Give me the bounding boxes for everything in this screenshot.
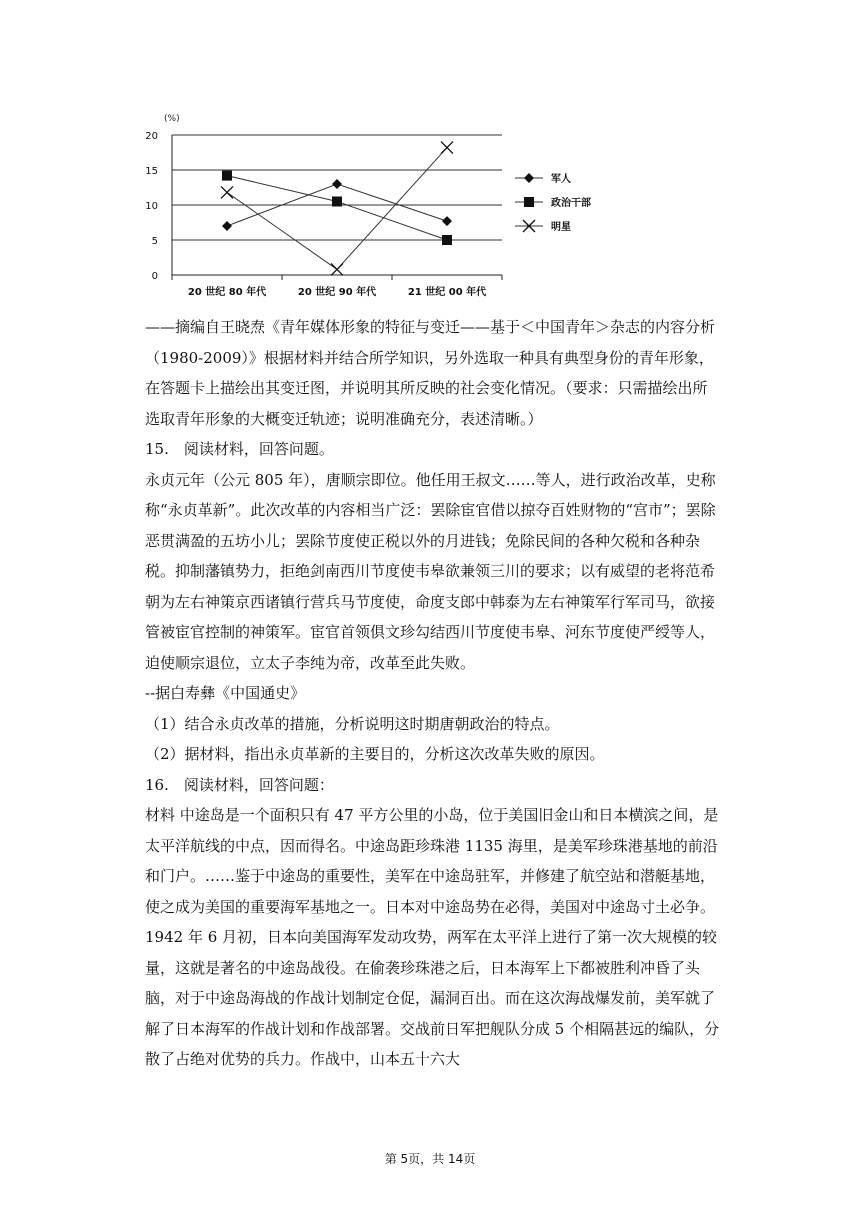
y-tick-label: 5 <box>151 236 158 247</box>
y-tick-label: 10 <box>145 201 158 212</box>
line-chart <box>130 108 630 308</box>
y-tick-label: 0 <box>151 271 158 282</box>
question-16-material: 材料 中途岛是一个面积只有 47 平方公里的小岛，位于美国旧金山和日本横滨之间，是太平洋航线的中点，因而得名。中途岛距珍珠港 1135 海里，是美军珍珠港基地的前沿和门户。……鉴于中途岛的重要性，美军在中途岛驻军，并修建了航空站和潜艇基地，使之成为美国的重要海军基地之一。日本对中途岛势在必得，美国对中途岛寸土必争。1942 年 6 月初，日本向美国海军发动攻势，两军在太平洋上进行了第一次大规模的较量，这就是著名的中途岛战役。在偷袭珍珠港之后，日本海军上下都被胜利冲昏了头脑，对于中途岛海战的作战计划制定仓促，漏洞百出。而在这次海战爆发前，美军就了解了日本海军的作战计划和作战部署。交战前日军把舰队分成 5 个相隔甚远的编队，分散了占绝对优势的兵力。作战中，山本五十六大 <box>145 806 720 1068</box>
data-point-diamond <box>442 216 452 226</box>
data-point-diamond <box>222 221 232 231</box>
data-point-square <box>442 235 452 245</box>
question-15-source: --据白寿彝《中国通史》 <box>145 684 306 702</box>
data-point-square <box>332 197 342 207</box>
chart-svg <box>130 108 630 308</box>
legend-marker-square <box>524 197 534 207</box>
y-tick-label: 20 <box>145 131 158 142</box>
source-citation-paragraph: ——摘编自王晓焘《青年媒体形象的特征与变迁——基于＜中国青年＞杂志的内容分析（1980-2009）》根据材料并结合所学知识，另外选取一种具有典型身份的青年形象，在答题卡上描绘出其变迁图，并说明其所反映的社会变化情况。（要求：只需描绘出所选取青年形象的大概变迁轨迹；说明准确充分，表述清晰。） <box>145 318 716 428</box>
legend-label: 政治干部 <box>551 198 591 209</box>
question-15-sub-1: （1）结合永贞改革的措施，分析说明这时期唐朝政治的特点。 <box>145 714 560 733</box>
page-number-footer: 第 5页，共 14页 <box>384 1152 476 1166</box>
document-body <box>145 312 720 1075</box>
y-tick-label: 15 <box>145 166 158 177</box>
x-tick-label: 21 世纪 00 年代 <box>407 287 487 298</box>
question-15-heading: 15. 阅读材料，回答问题。 <box>145 440 334 458</box>
legend-marker-diamond <box>524 173 534 183</box>
x-tick-label: 20 世纪 80 年代 <box>187 287 267 298</box>
legend-label: 明星 <box>551 222 571 233</box>
x-tick-label: 20 世纪 90 年代 <box>297 287 377 298</box>
y-unit-label: (%) <box>164 114 180 124</box>
data-point-diamond <box>332 179 342 189</box>
data-point-square <box>222 171 232 181</box>
legend-label: 军人 <box>551 174 571 185</box>
data-point-cross <box>441 142 453 154</box>
question-16-heading: 16. 阅读材料，回答问题： <box>145 775 334 794</box>
question-15-sub-2: （2）据材料，指出永贞革新的主要目的，分析这次改革失败的原因。 <box>145 745 605 763</box>
data-point-cross <box>331 263 343 275</box>
question-15-material: 永贞元年（公元 805 年），唐顺宗即位。他任用王叔文……等人，进行政治改革，史称称“永贞革新”。此次改革的内容相当广泛：罢除宦官借以掠夺百姓财物的“宫市”；罢除恶贯满盈的五坊小儿；罢除节度使正税以外的月进钱；免除民间的各种欠税和各种杂税。抑制藩镇势力，拒绝剑南西川节度使韦皋欲兼领三川的要求；以有威望的老将范希朝为左右神策京西诸镇行营兵马节度使，命度支郎中韩泰为左右神策军行军司马，欲接管被宦官控制的神策军。宦官首领俱文珍勾结西川节度使韦皋、河东节度使严绶等人，迫使顺宗退位，立太子李纯为帝，改革至此失败。 <box>145 470 716 672</box>
data-point-cross <box>221 186 233 198</box>
series-line-3 <box>227 148 447 270</box>
